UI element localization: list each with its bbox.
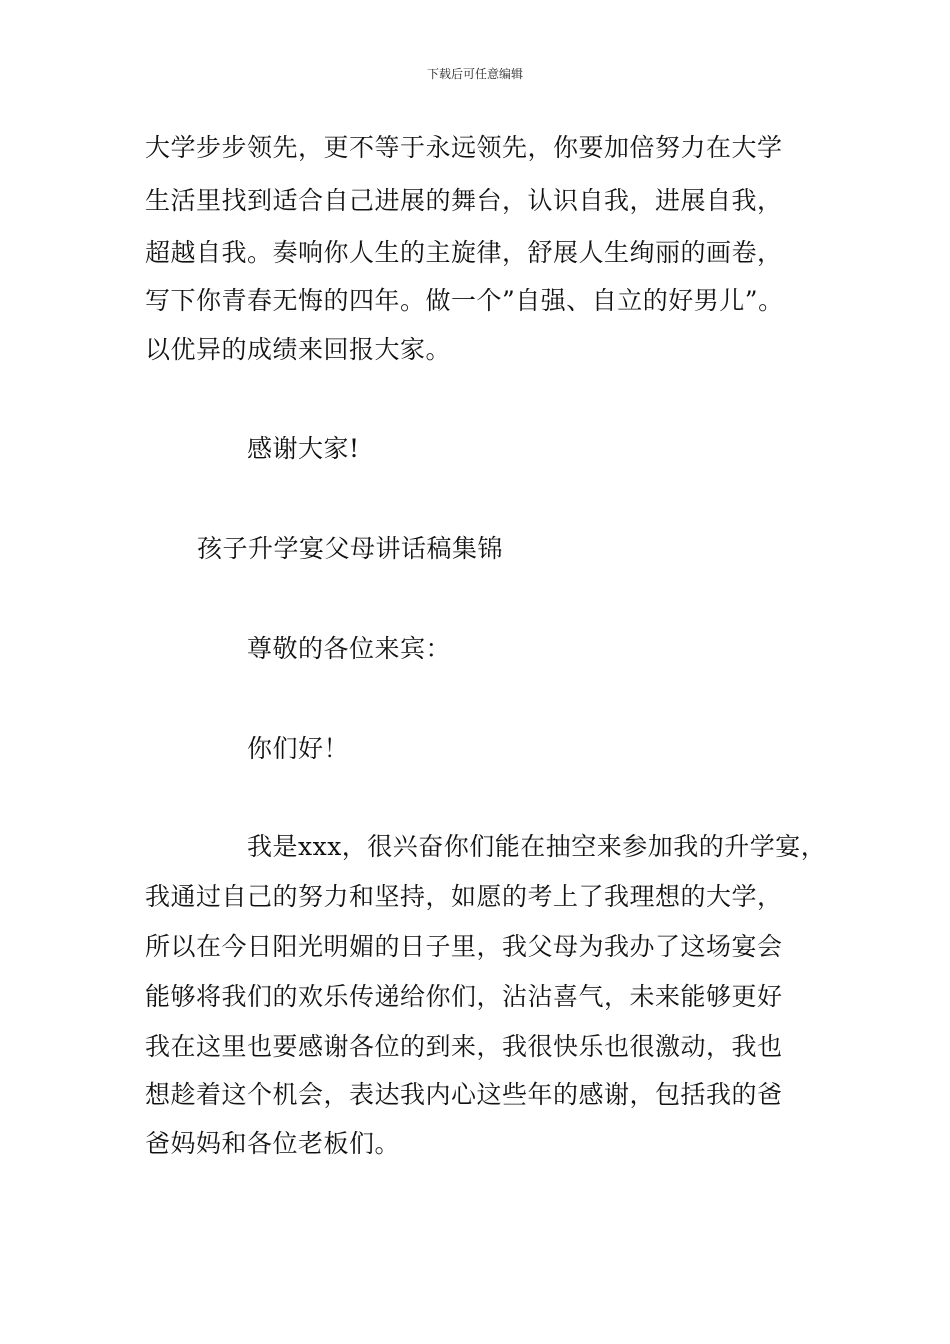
paragraph-line: 写下你青春无悔的四年。做一个”自强、自立的好男儿”。 bbox=[145, 286, 784, 315]
paragraph-line: 所以在今日阳光明媚的日子里，我父母为我办了这场宴会 bbox=[145, 932, 783, 961]
paragraph-line: 以优异的成绩来回报大家。 bbox=[145, 335, 452, 364]
paragraph-line: 能够将我们的欢乐传递给你们，沾沾喜气，未来能够更好 bbox=[145, 982, 783, 1011]
paragraph-line: 大学步步领先，更不等于永远领先，你要加倍努力在大学 bbox=[145, 133, 783, 162]
paragraph-line: 我是xxx，很兴奋你们能在抽空来参加我的升学宴， bbox=[247, 832, 827, 861]
paragraph-line: 我在这里也要感谢各位的到来，我很快乐也很激动，我也 bbox=[145, 1032, 783, 1061]
paragraph-line: 超越自我。奏响你人生的主旋律，舒展人生绚丽的画卷， bbox=[145, 238, 783, 267]
hello-line: 你们好！ bbox=[247, 734, 350, 763]
page-header: 下载后可任意编辑 bbox=[426, 67, 523, 81]
document-title: 孩子升学宴父母讲话稿集锦 bbox=[197, 534, 504, 563]
paragraph-line: 想趁着这个机会，表达我内心这些年的感谢，包括我的爸 bbox=[145, 1080, 783, 1109]
paragraph-line: 我通过自己的努力和坚持，如愿的考上了我理想的大学， bbox=[145, 882, 783, 911]
thanks-line: 感谢大家! bbox=[247, 434, 360, 463]
greeting-line: 尊敬的各位来宾： bbox=[247, 634, 452, 663]
paragraph-line: 爸妈妈和各位老板们。 bbox=[145, 1129, 401, 1158]
paragraph-line: 生活里找到适合自己进展的舞台，认识自我，进展自我， bbox=[145, 186, 783, 215]
